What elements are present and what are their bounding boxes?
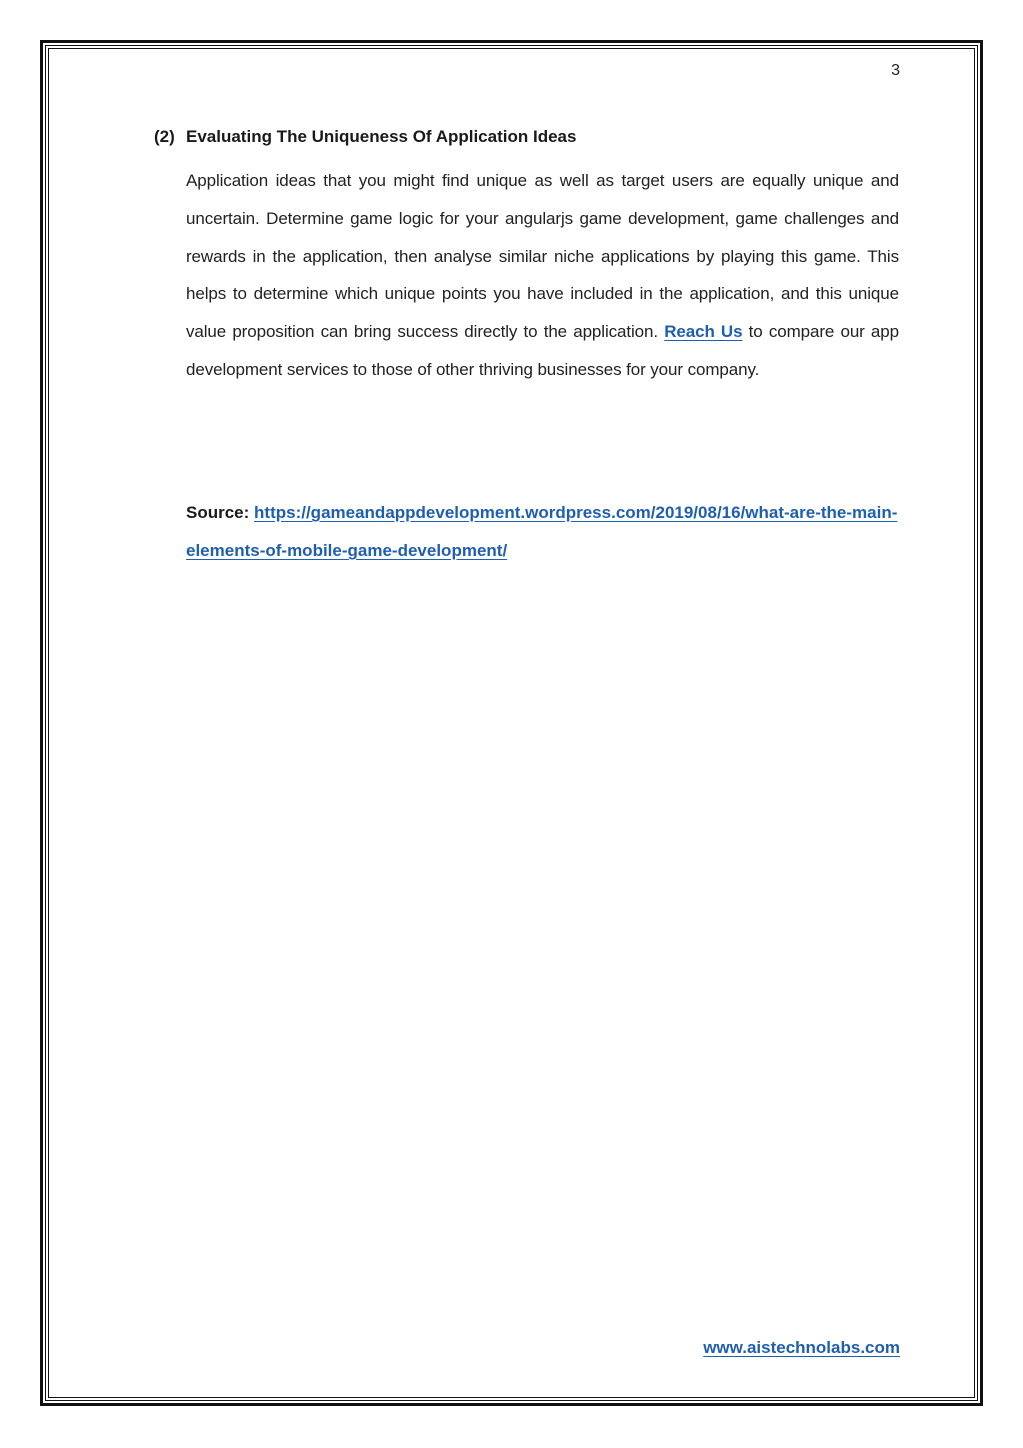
paragraph-text-part1: Application ideas that you might find unique as well as target users are equally unique and uncertain. Determine game logic for your angularjs game development, game challenges and rewards in the application, then analyse similar niche applications by playing this game. This helps to determine which unique points you have included in the application, and this unique value proposition can bring success directly to the application. <box>186 171 899 342</box>
section-paragraph <box>186 162 899 389</box>
source-label: Source: <box>186 503 250 522</box>
section-title: Evaluating The Uniqueness Of Application Ideas <box>186 127 577 146</box>
reach-us-link[interactable]: Reach Us <box>664 322 743 342</box>
source-citation <box>186 494 901 570</box>
footer-website-link[interactable]: www.aistechnolabs.com <box>703 1338 900 1357</box>
source-url-link[interactable]: https://gameandappdevelopment.wordpress.com/2019/08/16/what-are-the-main-elements-of-mobile-game-development/ <box>186 503 898 560</box>
paragraph-text-part2: to compare our app development services to those of other thriving businesses for your company. <box>186 322 899 379</box>
page-number: 3 <box>891 62 900 79</box>
section-uniqueness <box>154 124 899 389</box>
section-number: (2) <box>154 127 175 146</box>
section-heading <box>154 124 899 150</box>
